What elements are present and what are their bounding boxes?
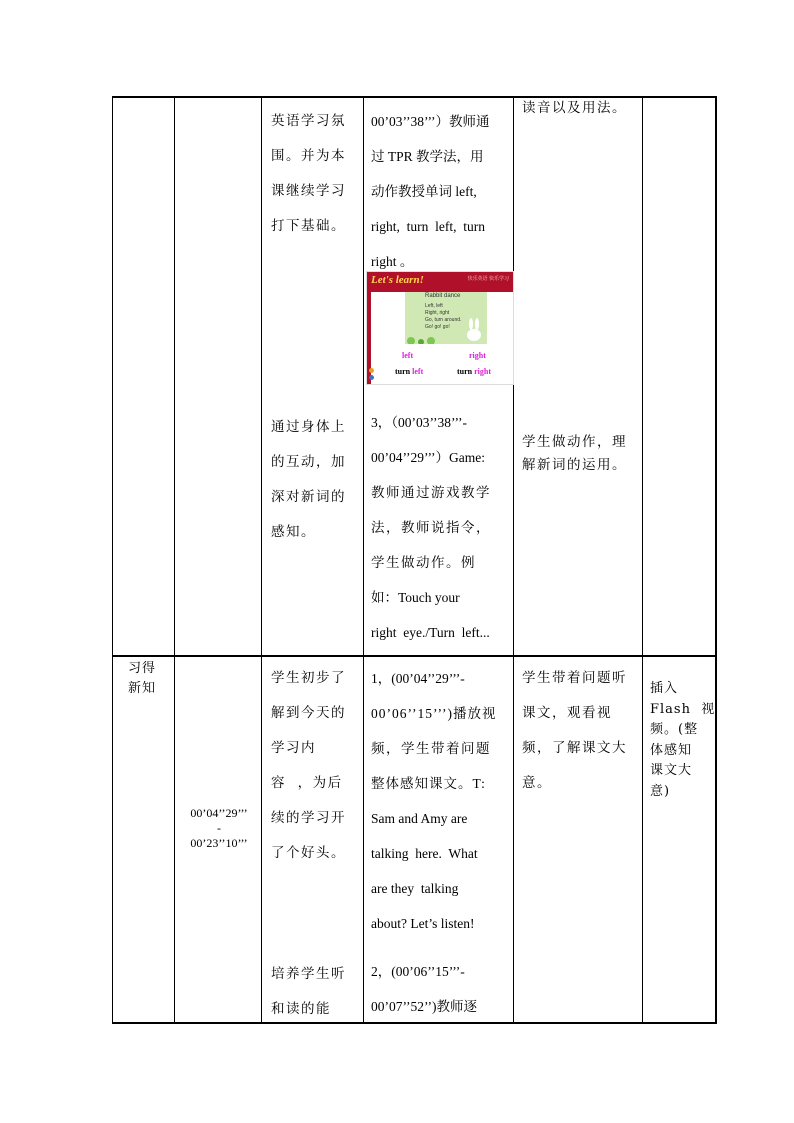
row1-student-b — [522, 431, 640, 477]
row2-student — [522, 661, 640, 801]
col-border-6 — [715, 96, 717, 1024]
text-line: talking here. What — [371, 846, 478, 861]
slide-title: Let's learn! — [371, 274, 424, 286]
word-turn: turn — [395, 367, 411, 376]
text-line: 续的学习开 — [271, 810, 346, 826]
text-line: 感知。 — [271, 524, 316, 540]
row2-activity-a — [371, 661, 511, 941]
text-line: 了个好头。 — [271, 845, 346, 861]
pic-line: Go! go! go! — [425, 324, 450, 330]
slide-tag: 快乐英语 快乐学习 — [467, 276, 509, 282]
lesson-slide-image — [366, 271, 514, 385]
row1-goal-b — [271, 410, 359, 550]
text-line: 体感知 — [650, 742, 693, 758]
stage-label — [128, 659, 168, 699]
text-line: 频。(整 — [650, 722, 699, 737]
text-line: 学习内 — [271, 740, 316, 756]
text-line: 如：Touch your — [371, 590, 460, 605]
text-line: - — [217, 821, 221, 835]
word-left: left — [402, 351, 414, 360]
text-line: 新知 — [128, 681, 157, 696]
text-line: 解新词的运用。 — [522, 457, 627, 473]
text-line: 00’23’’10’’’ — [190, 836, 248, 850]
row2-note — [650, 679, 714, 802]
slide-dot — [369, 368, 374, 373]
text-line: 频，学生带着问题 — [371, 741, 491, 756]
text-line: 容 ，为后 — [271, 775, 343, 791]
text-line: right 。 — [371, 254, 414, 269]
text-line: 深对新词的 — [271, 489, 346, 505]
text-line: 学生做动作。例 — [371, 555, 476, 570]
row1-activity-a — [371, 104, 511, 279]
text-line: 1，(00’04’’29’’’- — [371, 671, 465, 686]
row2-goal-a — [271, 661, 359, 871]
text-line: 学生带着问题听 — [522, 670, 627, 686]
text-line: 2，(00’06’’15’’’- — [371, 964, 465, 979]
text-line: 围。并为本 — [271, 148, 346, 164]
text-line: 00’07’’52’’)教师逐 — [371, 999, 477, 1014]
text-line: 解到今天的 — [271, 705, 346, 721]
text-line: 00’06’’15’’’)播放视 — [371, 706, 497, 721]
text-line: Sam and Amy are — [371, 811, 468, 826]
row1-student-a — [522, 91, 640, 126]
row1-activity-b — [371, 405, 511, 650]
slide-dot — [369, 375, 374, 380]
text-line: 意。 — [522, 775, 552, 791]
row1-goal-a — [271, 104, 359, 244]
text-line: 和读的能 — [271, 1001, 331, 1017]
text-line: 00’03’’38’’’）教师通 — [371, 114, 490, 129]
text-line: 培养学生听 — [271, 966, 346, 982]
text-line: 00’04’’29’’’）Game: — [371, 450, 485, 465]
text-line: 学生初步了 — [271, 670, 346, 686]
col-border-2 — [261, 96, 262, 1024]
row-divider — [112, 655, 717, 657]
text-line: 教师通过游戏教学 — [371, 485, 491, 500]
text-line: 学生做动作，理 — [522, 434, 627, 450]
pic-line: Right, right — [425, 310, 450, 316]
text-line: 课继续学习 — [271, 183, 346, 199]
text-line: 课文，观看视 — [522, 705, 612, 721]
text-line: 读音以及用法。 — [522, 100, 627, 116]
col-border-1 — [174, 96, 175, 1024]
time-range — [178, 806, 260, 851]
pic-line: Go, turn around. — [425, 317, 462, 323]
row2-activity-b — [371, 954, 511, 1024]
word-turn-left — [395, 367, 423, 376]
text-line: are they talking — [371, 881, 459, 896]
text-line: 打下基础。 — [271, 218, 346, 234]
pic-line: Left, left — [425, 303, 443, 309]
text-line: 英语学习氛 — [271, 113, 346, 129]
text-line: 3，（00’03’’38’’’- — [371, 415, 467, 430]
text-line: 00’04’’29’’’ — [190, 806, 248, 820]
text-line: right eye./Turn left... — [371, 625, 490, 640]
word-turn-right — [457, 367, 491, 376]
col-border-4 — [513, 96, 514, 1024]
text-line: 意) — [650, 783, 671, 799]
text-line: 的互动，加 — [271, 454, 346, 470]
text-line: about? Let’s listen! — [371, 916, 475, 931]
word-turn: turn — [457, 367, 473, 376]
pic-title: Rabbit dance — [425, 293, 461, 299]
rabbit-icon — [464, 318, 484, 342]
text-line: 通过身体上 — [271, 419, 346, 435]
col-border-5 — [642, 96, 643, 1024]
text-line: 习得 — [128, 661, 157, 676]
text-line: 插入 — [650, 681, 679, 696]
col-border-3 — [363, 96, 364, 1024]
text-line: Flash 视 — [650, 701, 716, 717]
grass-icon — [405, 334, 445, 344]
row2-goal-b — [271, 957, 359, 1027]
text-line: 课文大 — [650, 763, 693, 778]
word-right: right — [469, 351, 486, 360]
text-line: 法，教师说指令， — [371, 520, 491, 535]
word-right-accent: right — [474, 367, 492, 376]
text-line: 过 TPR 教学法，用 — [371, 149, 484, 164]
col-border-0 — [112, 96, 113, 1024]
text-line: right, turn left, turn — [371, 219, 485, 234]
rabbit-dance-picture — [405, 292, 487, 344]
text-line: 动作教授单词 left, — [371, 184, 477, 199]
text-line: 整体感知课文。T: — [371, 776, 486, 791]
text-line: 频，了解课文大 — [522, 740, 627, 756]
word-left-accent: left — [412, 367, 424, 376]
